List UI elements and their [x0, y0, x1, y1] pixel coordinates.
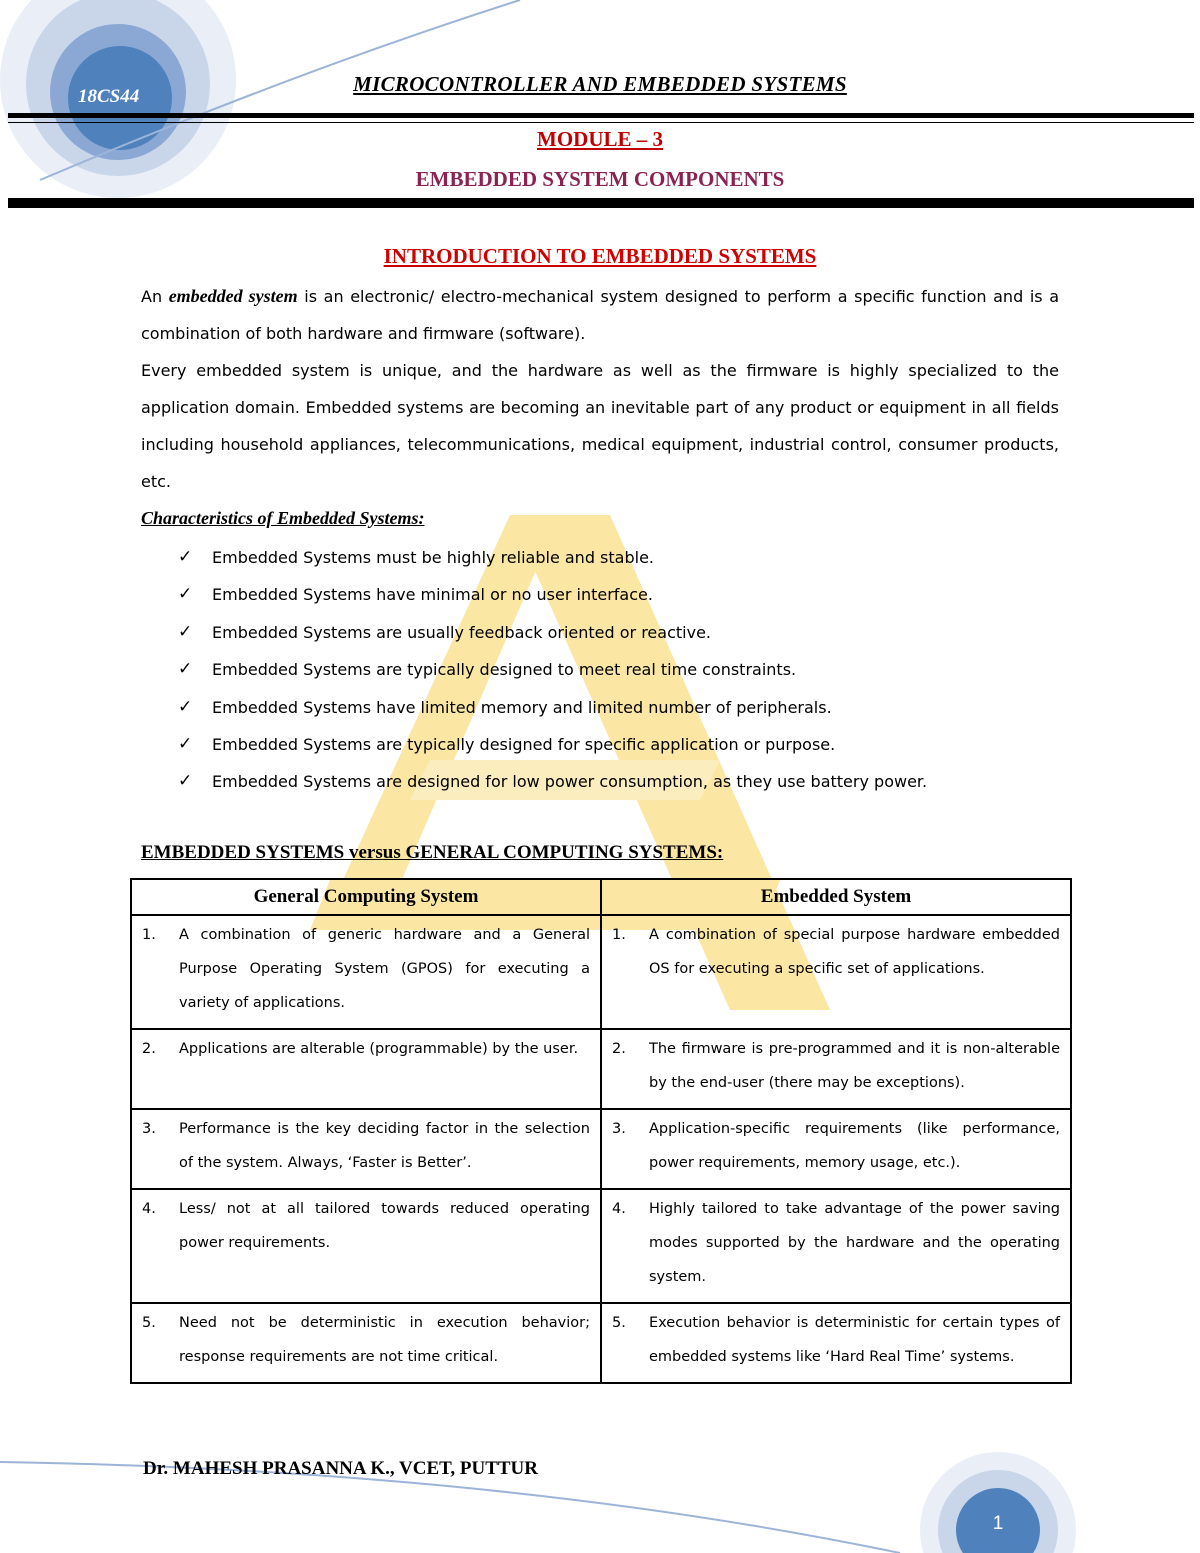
column-header-embedded: Embedded System	[601, 879, 1071, 915]
term-embedded-system: embedded system	[168, 286, 298, 306]
table-row	[131, 1189, 1071, 1303]
cell-embedded: 4. Highly tailored to take advantage of the power saving modes supported by the hardware and the operating system.	[601, 1189, 1071, 1303]
course-code: 18CS44	[78, 86, 140, 107]
cell-general: 5. Need not be deterministic in execution behavior; response requirements are not time critical.	[131, 1303, 601, 1383]
section-rule	[8, 198, 1194, 208]
header-rule	[8, 113, 1194, 118]
intro-paragraph-1: An embedded system is an electronic/ electro-mechanical system designed to perform a specific function and is a combination of both hardware and firmware (software).	[141, 286, 1060, 343]
cell-general: 3. Performance is the key deciding factor in the selection of the system. Always, ‘Faster is Better’.	[131, 1109, 601, 1189]
list-item: ✓ Embedded Systems are designed for low power consumption, as they use battery power.	[178, 763, 927, 800]
table-row	[131, 1029, 1071, 1109]
list-item: ✓ Embedded Systems must be highly reliable and stable.	[178, 539, 927, 576]
table-row	[131, 1109, 1071, 1189]
table-row	[131, 1303, 1071, 1383]
module-heading: MODULE – 3	[537, 127, 663, 151]
footer-circle-decoration	[920, 1452, 1076, 1553]
checkmark-icon: ✓	[178, 584, 193, 605]
checkmark-icon: ✓	[178, 733, 193, 754]
intro-paragraph-2: Every embedded system is unique, and the hardware as well as the firmware is highly specialized to the application domain. Embedded systems are becoming an inevitable part of any product or equipment in all fields including household appliances, telecommunications, medical equipment, industrial control, consumer products, etc.	[141, 361, 1059, 491]
table-header-row	[131, 879, 1071, 915]
footer-author: Dr. MAHESH PRASANNA K., VCET, PUTTUR	[143, 1458, 538, 1479]
checkmark-icon: ✓	[178, 771, 193, 792]
list-item: ✓ Embedded Systems are usually feedback oriented or reactive.	[178, 614, 927, 651]
checkmark-icon: ✓	[178, 621, 193, 642]
comparison-table	[130, 878, 1072, 1384]
list-item: ✓ Embedded Systems have limited memory and limited number of peripherals.	[178, 689, 927, 726]
list-item: ✓ Embedded Systems are typically designed to meet real time constraints.	[178, 651, 927, 688]
module-subtitle: EMBEDDED SYSTEM COMPONENTS	[415, 167, 785, 191]
table-row	[131, 915, 1071, 1029]
list-item: ✓ Embedded Systems have minimal or no user interface.	[178, 576, 927, 613]
document-title: MICROCONTROLLER AND EMBEDDED SYSTEMS	[353, 72, 847, 96]
checkmark-icon: ✓	[178, 547, 193, 567]
intro-heading: INTRODUCTION TO EMBEDDED SYSTEMS	[383, 244, 817, 268]
cell-general: 2. Applications are alterable (programmable) by the user.	[131, 1029, 601, 1109]
cell-embedded: 5. Execution behavior is deterministic for certain types of embedded systems like ‘Hard Real Time’ systems.	[601, 1303, 1071, 1383]
cell-general: 4. Less/ not at all tailored towards reduced operating power requirements.	[131, 1189, 601, 1303]
list-item: ✓ Embedded Systems are typically designed for specific application or purpose.	[178, 726, 927, 763]
characteristics-list	[178, 539, 927, 801]
column-header-general: General Computing System	[131, 879, 601, 915]
cell-general: 1. A combination of generic hardware and a General Purpose Operating System (GPOS) for executing a variety of applications.	[131, 915, 601, 1029]
characteristics-heading: Characteristics of Embedded Systems:	[141, 508, 425, 528]
cell-embedded: 3. Application-specific requirements (like performance, power requirements, memory usage, etc.).	[601, 1109, 1071, 1189]
cell-embedded: 1. A combination of special purpose hardware embedded OS for executing a specific set of applications.	[601, 915, 1071, 1029]
checkmark-icon: ✓	[178, 696, 193, 717]
header-rule-thin	[8, 122, 1194, 123]
cell-embedded: 2. The firmware is pre-programmed and it is non-alterable by the end-user (there may be exceptions).	[601, 1029, 1071, 1109]
page-number: 1	[992, 1513, 1004, 1534]
comparison-heading: EMBEDDED SYSTEMS versus GENERAL COMPUTING SYSTEMS:	[141, 842, 724, 863]
checkmark-icon: ✓	[178, 659, 193, 680]
